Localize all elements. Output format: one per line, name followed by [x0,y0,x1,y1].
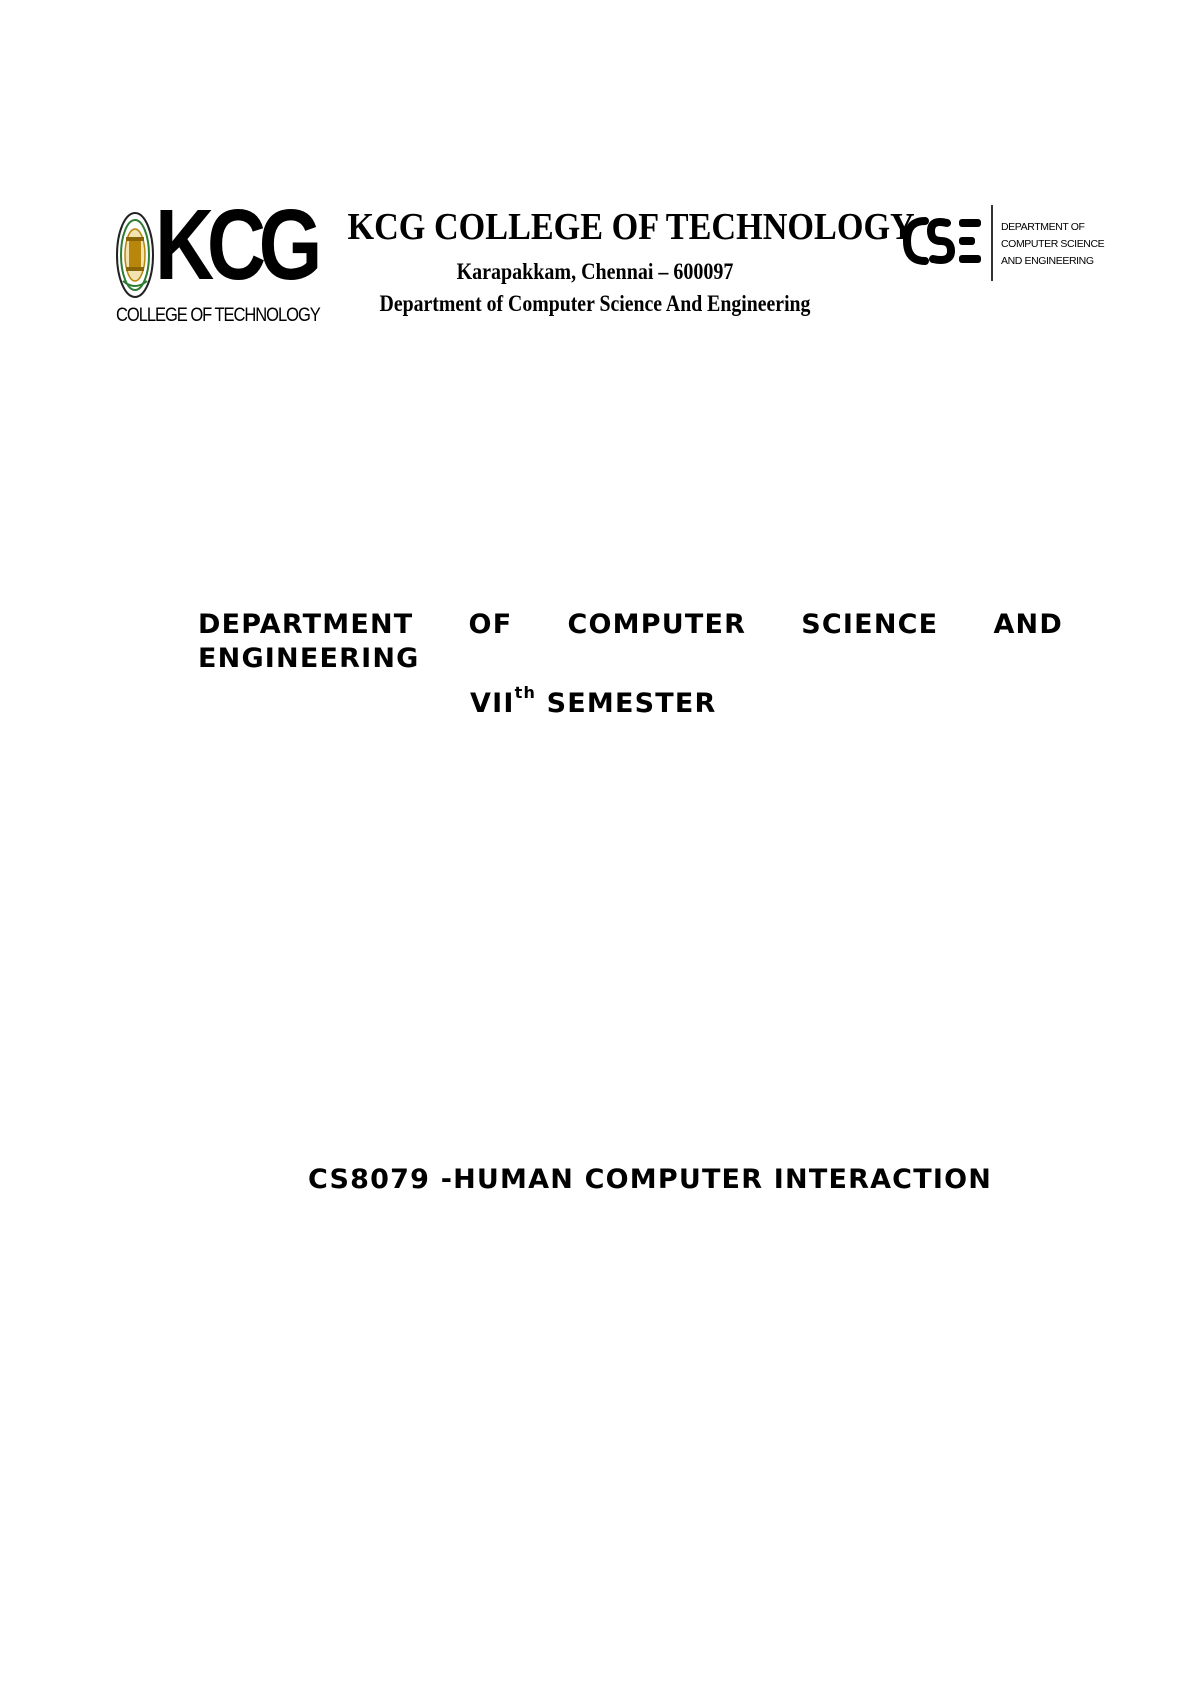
heading-word: SCIENCE [801,609,939,640]
cse-logo-text [1001,219,1104,270]
heading-word: COMPUTER [567,609,747,640]
college-address: Karapakkam, Chennai – 600097 [456,259,734,284]
kcg-logo [115,189,320,330]
heading-word: DEPARTMENT [198,609,414,640]
kcg-logo-caption: COLLEGE OF TECHNOLOGY [116,305,320,326]
cse-logo-line: AND ENGINEERING [1001,255,1094,267]
college-header [330,206,915,316]
cse-logo-icon [903,215,985,267]
cse-logo [903,205,1105,285]
department-heading-line1 [198,608,1063,642]
heading-word: OF [468,609,513,640]
college-name: KCG COLLEGE OF TECHNOLOGY [347,206,915,248]
course-title: CS8079 -HUMAN COMPUTER INTERACTION [308,1164,993,1195]
cse-logo-divider [991,205,993,281]
kcg-logo-letters: KCG [155,189,316,301]
department-heading-line2: ENGINEERING [198,643,420,674]
cse-logo-line: COMPUTER SCIENCE [1001,238,1105,250]
semester-ordinal: th [514,683,537,702]
college-department: Department of Computer Science And Engineering [379,291,811,316]
heading-word: AND [993,609,1063,640]
department-heading [198,608,1063,676]
kcg-seal-icon [115,209,155,301]
semester-label [470,683,717,719]
semester-word: SEMESTER [536,688,717,719]
semester-number: VII [470,688,515,719]
cse-logo-line: DEPARTMENT OF [1001,221,1085,233]
